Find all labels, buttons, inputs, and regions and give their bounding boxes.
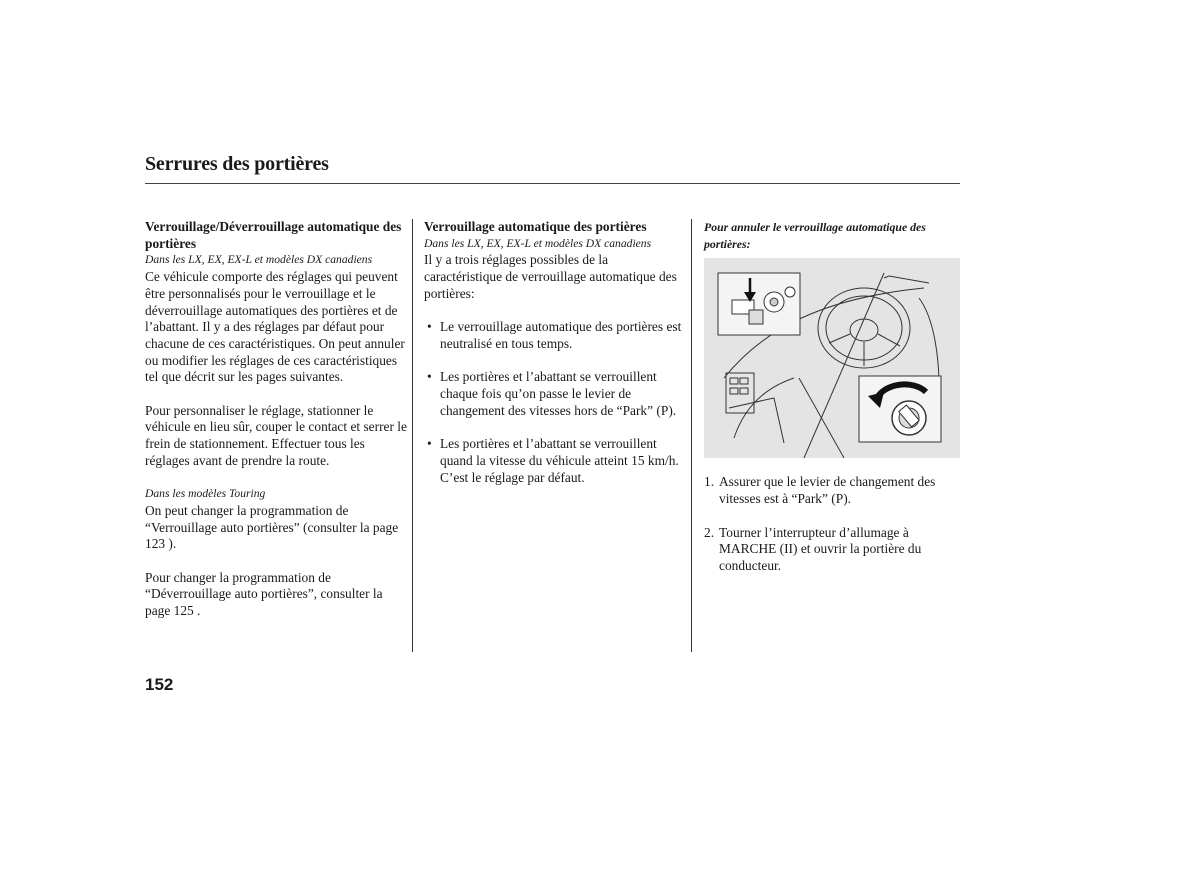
column-auto-lock-unlock xyxy=(145,219,407,620)
dashboard-drawing xyxy=(704,258,960,458)
paragraph: Il y a trois réglages possibles de la caractéristique de verrouillage automatique des portières: xyxy=(424,252,677,301)
column-auto-lock xyxy=(424,219,682,486)
paragraph: Pour changer la programmation de “Déverrouillage auto portières”, consulter la page 125 . xyxy=(145,569,383,619)
model-note-touring: Dans les modèles Touring xyxy=(145,487,266,501)
paragraph: Ce véhicule comporte des réglages qui peuvent être personnalisés pour le verrouillage et le déverrouillage automatiques des portières et de l’abattant. Il y a des réglages par défaut pour chacune de ces caractéristiques. On peut annuler ou modifier les réglages de ces caractéristiques tel que décrit sur les pages suivantes. xyxy=(145,269,405,385)
list-item: • Les portières et l’abattant se verrouillent chaque fois qu’on passe le levier de changement des vitesses hors de “Park” (P). xyxy=(427,369,677,418)
paragraph: Pour personnaliser le réglage, stationner le véhicule en lieu sûr, couper le contact et serrer le frein de stationnement. Effectuer tous les réglages avant de prendre la route. xyxy=(145,402,407,468)
list-item: • Le verrouillage automatique des portières est neutralisé en tous temps. xyxy=(427,319,682,351)
default-note: C’est le réglage par défaut. xyxy=(440,469,585,485)
section-heading: Verrouillage/Déverrouillage automatique des portières xyxy=(145,219,402,251)
paragraph: On peut changer la programmation de “Verrouillage auto portières” (consulter la page 123 ). xyxy=(145,502,399,552)
list-item: 2. Tourner l’interrupteur d’allumage à MARCHE (II) et ouvrir la portière du conducteur. xyxy=(704,524,922,573)
column-cancel-auto-lock xyxy=(704,219,960,575)
section-heading: Pour annuler le verrouillage automatique des portières: xyxy=(704,220,926,251)
list-item: 1. Assurer que le levier de changement des vitesses est à “Park” (P). xyxy=(704,474,936,507)
page-number: 152 xyxy=(145,675,174,694)
page-title: Serrures des portières xyxy=(145,153,329,175)
column-divider-2 xyxy=(691,219,692,652)
list-item: • Les portières et l’abattant se verrouillent quand la vitesse du véhicule atteint 15 km/h. xyxy=(427,436,679,468)
title-divider xyxy=(145,183,960,184)
section-heading: Verrouillage automatique des portières xyxy=(424,219,647,234)
model-note: Dans les LX, EX, EX-L et modèles DX canadiens xyxy=(145,253,373,267)
dashboard-illustration xyxy=(704,258,960,458)
column-divider-1 xyxy=(412,219,413,652)
model-note: Dans les LX, EX, EX-L et modèles DX canadiens xyxy=(424,236,652,250)
